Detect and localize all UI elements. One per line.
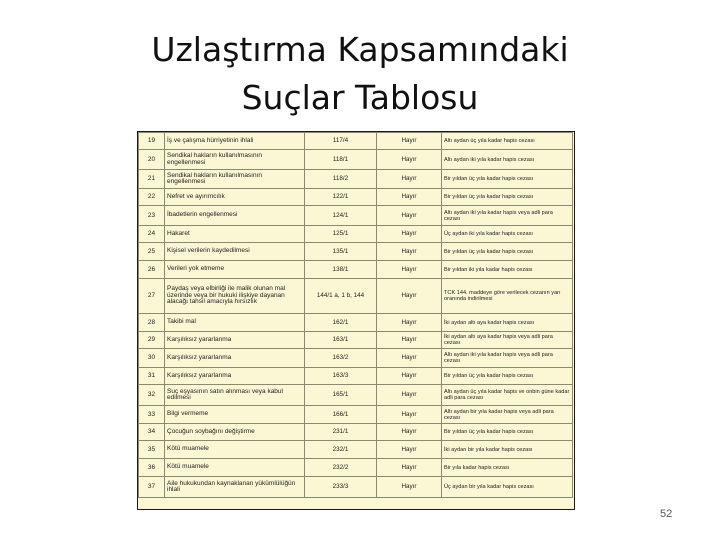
row-number: 24	[139, 226, 165, 243]
article-number: 163/2	[305, 349, 377, 368]
row-number: 21	[139, 170, 165, 189]
article-number: 165/1	[305, 385, 377, 406]
crimes-table	[137, 131, 575, 510]
row-number: 30	[139, 349, 165, 368]
reconciliation-status: Hayır	[377, 189, 442, 206]
article-number: 163/3	[305, 368, 377, 385]
reconciliation-status: Hayır	[377, 424, 442, 441]
article-number: 117/4	[305, 133, 377, 150]
table-row	[139, 133, 573, 150]
article-number: 162/1	[305, 314, 377, 332]
reconciliation-status: Hayır	[377, 441, 442, 459]
reconciliation-status: Hayır	[377, 349, 442, 368]
row-number: 36	[139, 459, 165, 477]
penalty-text: Bir yıldan üç yıla kadar hapis cezası	[442, 170, 573, 189]
row-number: 22	[139, 189, 165, 206]
table-row	[139, 314, 573, 332]
penalty-text: İki aydan bir yıla kadar hapis cezası	[442, 441, 573, 459]
row-number: 26	[139, 261, 165, 279]
penalty-text: Bir yıldan üç yıla kadar hapis cezası	[442, 368, 573, 385]
crime-name: Çocuğun soybağını değiştirme	[165, 424, 305, 441]
row-number: 20	[139, 150, 165, 170]
table-row	[139, 226, 573, 243]
table-row	[139, 459, 573, 477]
table-row	[139, 349, 573, 368]
title-line-2: Suçlar Tablosu	[241, 78, 479, 117]
row-number: 25	[139, 243, 165, 261]
row-number: 31	[139, 368, 165, 385]
penalty-text: Altı aydan üç yıla kadar hapis ve onbin güne kadar adli para cezası	[442, 385, 573, 406]
row-number: 23	[139, 206, 165, 226]
reconciliation-status: Hayır	[377, 243, 442, 261]
article-number: 135/1	[305, 243, 377, 261]
table-row	[139, 441, 573, 459]
article-number: 233/3	[305, 477, 377, 498]
reconciliation-status: Hayır	[377, 226, 442, 243]
crime-name: Kötü muamele	[165, 441, 305, 459]
crime-name: Hakaret	[165, 226, 305, 243]
penalty-text: İki aydan altı aya kadar hapis veya adli para cezası	[442, 332, 573, 349]
penalty-text: Bir yıldan üç yıla kadar hapis cezası	[442, 424, 573, 441]
article-number: 232/1	[305, 441, 377, 459]
reconciliation-status: Hayır	[377, 279, 442, 314]
crime-name: Karşılıksız yararlanma	[165, 349, 305, 368]
crime-name: İbadetlerin engellenmesi	[165, 206, 305, 226]
crime-name: Sendikal hakların kullanılmasının engellenmesi	[165, 150, 305, 170]
title-line-1: Uzlaştırma Kapsamındaki	[151, 30, 569, 69]
reconciliation-status: Hayır	[377, 406, 442, 424]
penalty-text: Altı aydan iki yıla kadar hapis veya adli para cezası	[442, 349, 573, 368]
article-number: 122/1	[305, 189, 377, 206]
table-row	[139, 477, 573, 498]
penalty-text: Bir yıldan üç yıla kadar hapis cezası	[442, 189, 573, 206]
crime-name: Karşılıksız yararlanma	[165, 368, 305, 385]
crime-name: Nefret ve ayırımcılık	[165, 189, 305, 206]
crime-name: Kötü muamele	[165, 459, 305, 477]
crime-name: Karşılıksız yararlanma	[165, 332, 305, 349]
reconciliation-status: Hayır	[377, 332, 442, 349]
article-number: 118/1	[305, 150, 377, 170]
reconciliation-status: Hayır	[377, 477, 442, 498]
penalty-text: Bir yıldan iki yıla kadar hapis cezası	[442, 261, 573, 279]
penalty-text: Bir yıla kadar hapis cezası	[442, 459, 573, 477]
row-number: 32	[139, 385, 165, 406]
crime-name: Sendikal hakların kullanılmasının engellenmesi	[165, 170, 305, 189]
table-row	[139, 150, 573, 170]
crime-name: Bilgi vermeme	[165, 406, 305, 424]
reconciliation-status: Hayır	[377, 314, 442, 332]
article-number: 124/1	[305, 206, 377, 226]
table-row	[139, 424, 573, 441]
row-number: 28	[139, 314, 165, 332]
row-number: 27	[139, 279, 165, 314]
table-row	[139, 261, 573, 279]
reconciliation-status: Hayır	[377, 170, 442, 189]
penalty-text: Altı aydan iki yıla kadar hapis veya adli para cezası	[442, 206, 573, 226]
penalty-text: Bir yıldan üç yıla kadar hapis cezası	[442, 243, 573, 261]
table-row	[139, 368, 573, 385]
article-number: 138/1	[305, 261, 377, 279]
article-number: 118/2	[305, 170, 377, 189]
penalty-text: Altı aydan üç yıla kadar hapis cezası	[442, 133, 573, 150]
article-number: 231/1	[305, 424, 377, 441]
row-number: 34	[139, 424, 165, 441]
reconciliation-status: Hayır	[377, 368, 442, 385]
penalty-text: TCK 144. maddeye göre verilecek cezanın yarı oranında indirilmesi	[442, 279, 573, 314]
crime-name: Suç eşyasının satın alınması veya kabul edilmesi	[165, 385, 305, 406]
article-number: 125/1	[305, 226, 377, 243]
penalty-text: Üç aydan iki yıla kadar hapis cezası	[442, 226, 573, 243]
reconciliation-status: Hayır	[377, 385, 442, 406]
penalty-text: Altı aydan bir yıla kadar hapis veya adli para cezası	[442, 406, 573, 424]
article-number: 232/2	[305, 459, 377, 477]
crime-name: Aile hukukundan kaynaklanan yükümlülüğün ihlali	[165, 477, 305, 498]
table-row	[139, 243, 573, 261]
reconciliation-status: Hayır	[377, 261, 442, 279]
row-number: 33	[139, 406, 165, 424]
row-number: 19	[139, 133, 165, 150]
article-number: 163/1	[305, 332, 377, 349]
crime-name: Verileri yok etmeme	[165, 261, 305, 279]
table-row	[139, 385, 573, 406]
penalty-text: Üç aydan bir yıla kadar hapis cezası	[442, 477, 573, 498]
reconciliation-status: Hayır	[377, 133, 442, 150]
row-number: 29	[139, 332, 165, 349]
penalty-text: İki aydan altı aya kadar hapis cezası	[442, 314, 573, 332]
article-number: 166/1	[305, 406, 377, 424]
crime-name: Paydaş veya elbirliği ile malik olunan mal üzerinde veya bir hukuki ilişkiye dayanan alacağı tahsil amacıyla hırsızlık	[165, 279, 305, 314]
reconciliation-status: Hayır	[377, 150, 442, 170]
reconciliation-status: Hayır	[377, 459, 442, 477]
article-number: 144/1 a, 1 b, 144	[305, 279, 377, 314]
page-title	[60, 26, 660, 122]
table-row	[139, 170, 573, 189]
crime-name: İş ve çalışma hürriyetinin ihlali	[165, 133, 305, 150]
row-number: 35	[139, 441, 165, 459]
table-body	[139, 133, 573, 498]
penalty-text: Altı aydan iki yıla kadar hapis cezası	[442, 150, 573, 170]
reconciliation-status: Hayır	[377, 206, 442, 226]
table-row	[139, 406, 573, 424]
crime-name: Kişisel verilerin kaydedilmesi	[165, 243, 305, 261]
table-row	[139, 332, 573, 349]
row-number: 37	[139, 477, 165, 498]
table-row	[139, 279, 573, 314]
page-number: 52	[660, 508, 673, 520]
table-row	[139, 206, 573, 226]
table-row	[139, 189, 573, 206]
crime-name: Takibi mal	[165, 314, 305, 332]
